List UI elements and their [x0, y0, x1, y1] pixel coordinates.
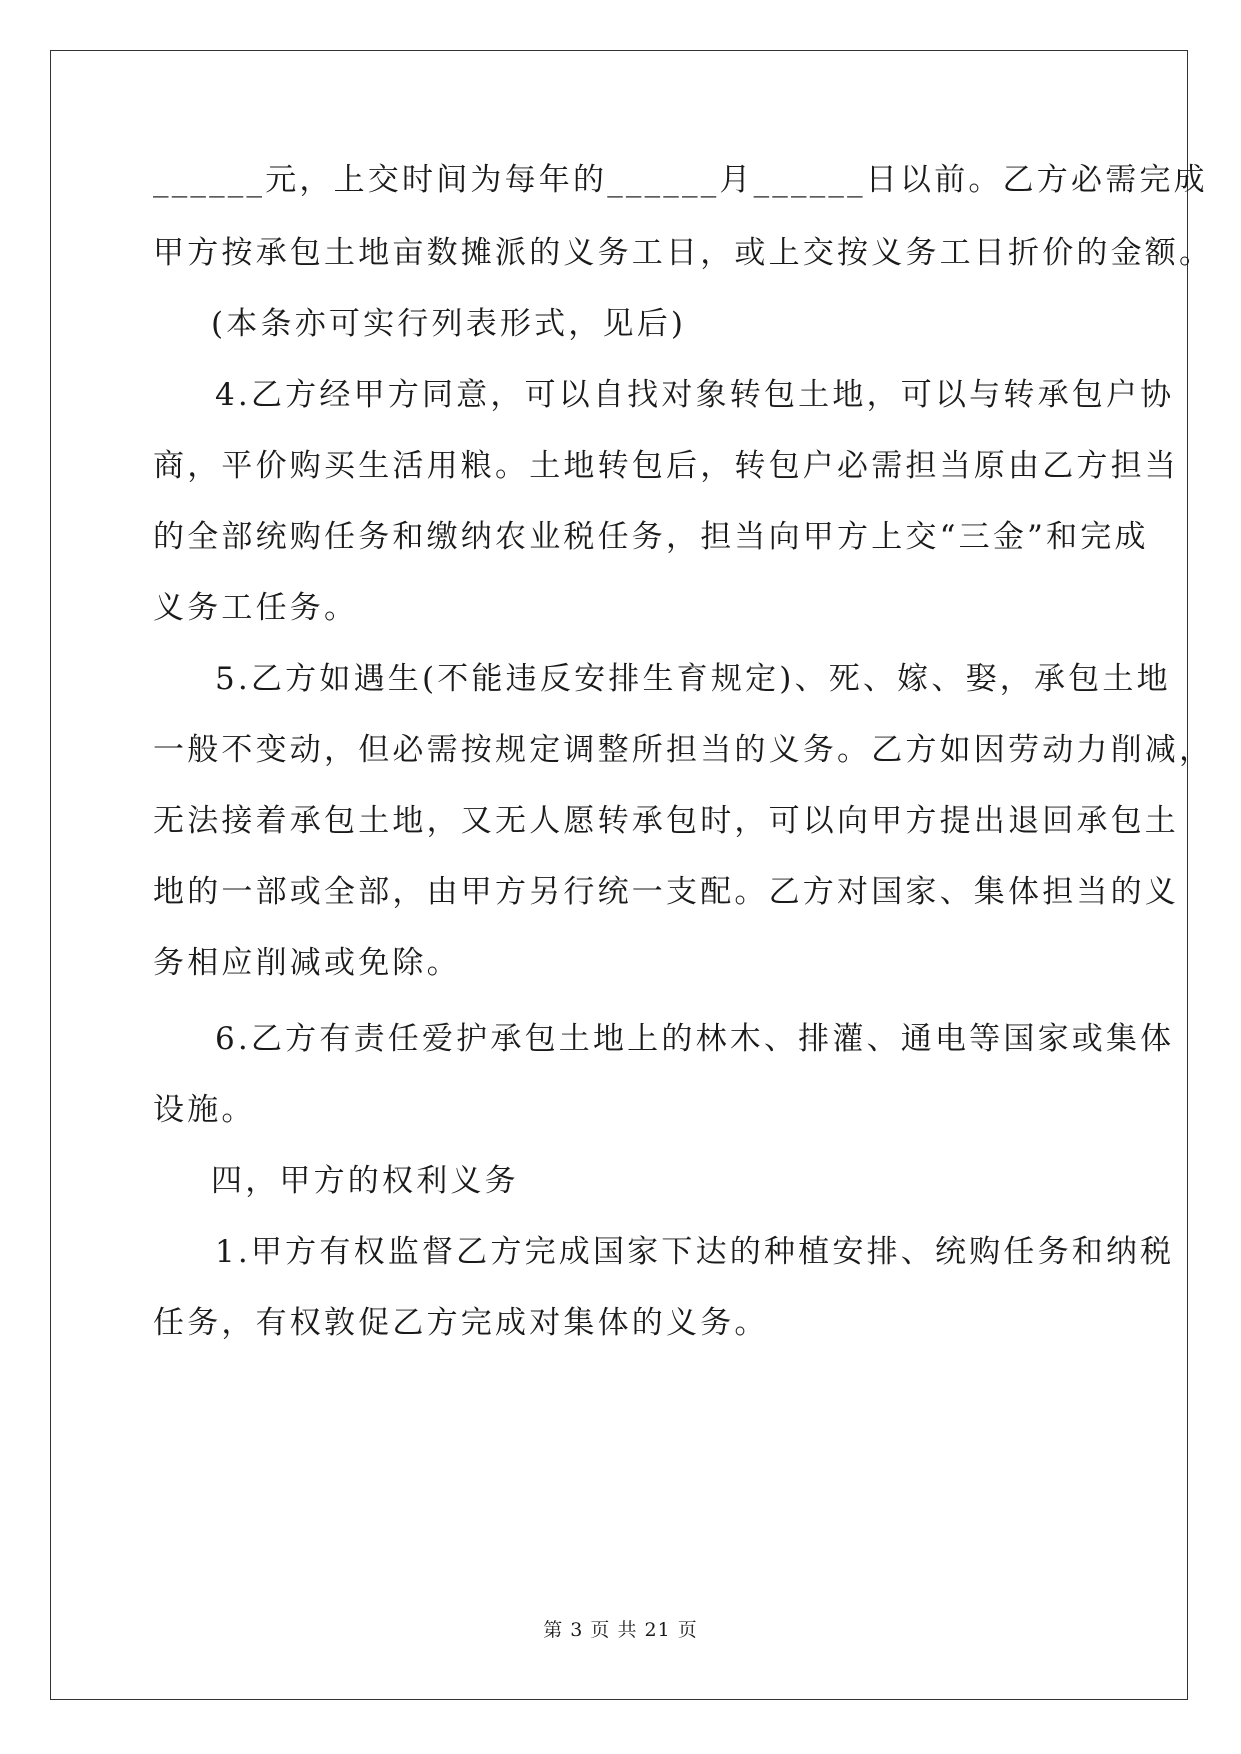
- text-line: 无法接着承包土地，又无人愿转承包时，可以向甲方提出退回承包土: [153, 803, 1179, 839]
- text-line: (本条亦可实行列表形式，见后): [211, 306, 687, 342]
- text-line: 设施。: [153, 1092, 256, 1128]
- text-line: 义务工任务。: [153, 590, 359, 626]
- page-number-footer: 第 3 页 共 21 页: [543, 1619, 698, 1641]
- text-line: 任务，有权敦促乙方完成对集体的义务。: [153, 1305, 769, 1341]
- text-line: 商，平价购买生活用粮。土地转包后，转包户必需担当原由乙方担当: [153, 448, 1179, 484]
- text-line: 的全部统购任务和缴纳农业税任务，担当向甲方上交“三金”和完成: [153, 519, 1149, 555]
- text-line: 一般不变动，但必需按规定调整所担当的义务。乙方如因劳动力削减，: [153, 732, 1214, 768]
- text-line: ______元，上交时间为每年的______月______日以前。乙方必需完成: [153, 162, 1208, 198]
- text-line: 务相应削减或免除。: [153, 945, 461, 981]
- text-line: 地的一部或全部，由甲方另行统一支配。乙方对国家、集体担当的义: [153, 874, 1179, 910]
- text-line: 1.甲方有权监督乙方完成国家下达的种植安排、统购任务和纳税: [215, 1234, 1175, 1270]
- text-line: 4.乙方经甲方同意，可以自找对象转包土地，可以与转承包户协: [215, 377, 1175, 413]
- text-line: 5.乙方如遇生(不能违反安排生育规定)、死、嫁、娶，承包土地: [215, 661, 1171, 697]
- text-line: 6.乙方有责任爱护承包土地上的林木、排灌、通电等国家或集体: [215, 1021, 1175, 1057]
- section-heading: 四，甲方的权利义务: [211, 1163, 519, 1199]
- text-line: 甲方按承包土地亩数摊派的义务工日，或上交按义务工日折价的金额。: [153, 235, 1214, 271]
